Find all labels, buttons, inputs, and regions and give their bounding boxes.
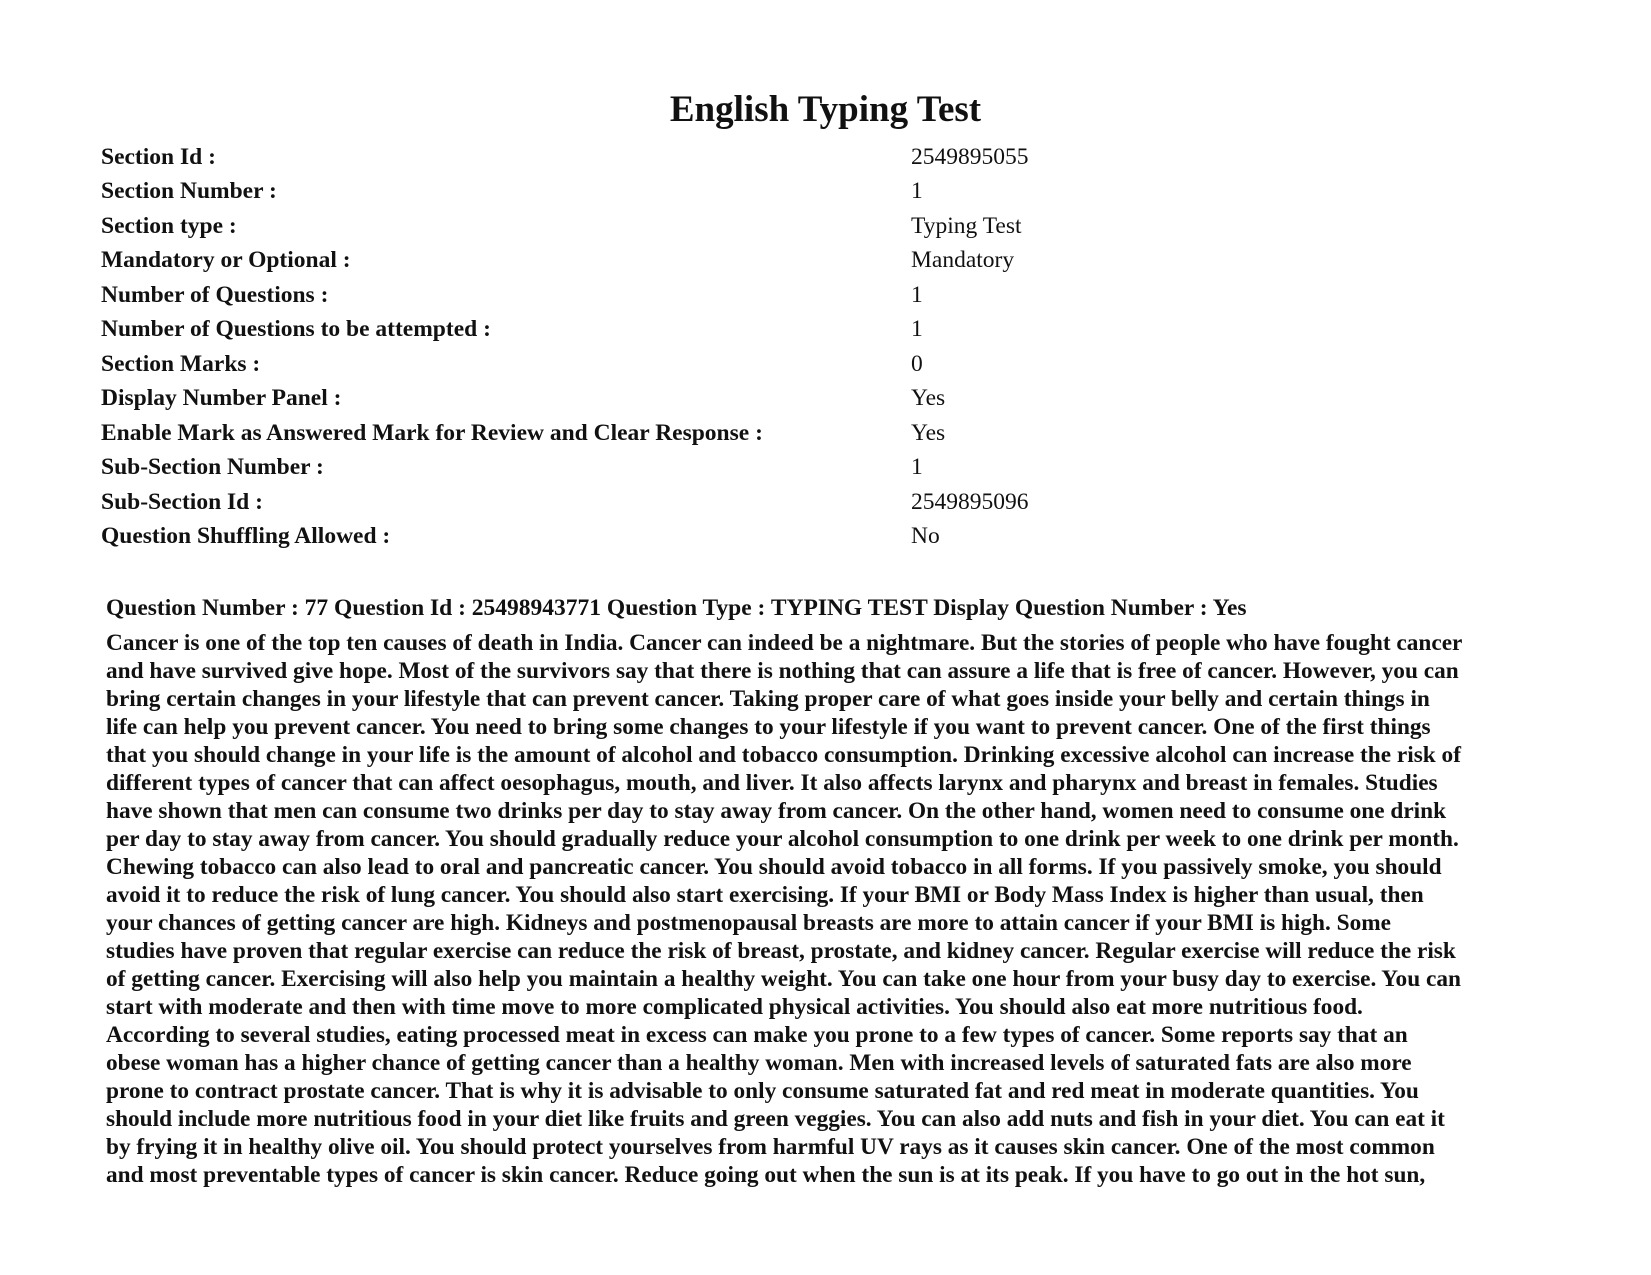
info-value: 2549895096 — [911, 488, 1029, 515]
passage-line: per day to stay away from cancer. You should gradually reduce your alcohol consumption to one drink per week to one drink per month. — [106, 826, 1459, 852]
info-value: 2549895055 — [911, 143, 1029, 170]
info-row-number-of-questions — [101, 278, 1101, 313]
passage-line: should include more nutritious food in your diet like fruits and green veggies. You can also add nuts and fish in your diet. You can eat it — [106, 1106, 1445, 1132]
info-row-question-shuffling — [101, 520, 1101, 555]
info-label: Section Marks : — [101, 350, 261, 377]
info-label: Section type : — [101, 212, 237, 239]
passage-line: Cancer is one of the top ten causes of death in India. Cancer can indeed be a nightmare. But the stories of people who have fought cancer — [106, 630, 1463, 656]
passage-line: life can help you prevent cancer. You need to bring some changes to your lifestyle if you want to prevent cancer. One of the first things — [106, 714, 1431, 740]
info-row-sub-section-id — [101, 485, 1101, 520]
info-row-section-type — [101, 209, 1101, 244]
page-title: English Typing Test — [669, 89, 982, 130]
info-label: Section Id : — [101, 143, 216, 170]
info-label: Enable Mark as Answered Mark for Review and Clear Response : — [101, 419, 763, 446]
info-value: 1 — [911, 316, 923, 343]
passage-line: studies have proven that regular exercise can reduce the risk of breast, prostate, and kidney cancer. Regular exercise will reduce the risk — [106, 938, 1456, 964]
passage-line: have shown that men can consume two drinks per day to stay away from cancer. On the other hand, women need to consume one drink — [106, 798, 1447, 824]
info-label: Sub-Section Id : — [101, 488, 263, 515]
info-row-enable-mark-as-answered — [101, 416, 1101, 451]
passage-line: and most preventable types of cancer is skin cancer. Reduce going out when the sun is at its peak. If you have to go out in the hot sun, — [106, 1162, 1426, 1188]
info-value: 0 — [911, 350, 923, 377]
section-info-table — [101, 140, 1101, 554]
passage-line: Chewing tobacco can also lead to oral and pancreatic cancer. You should avoid tobacco in all forms. If you passively smoke, you should — [106, 854, 1442, 880]
info-row-mandatory-or-optional — [101, 244, 1101, 279]
info-value: 1 — [911, 281, 923, 308]
info-row-section-number — [101, 175, 1101, 210]
info-label: Question Shuffling Allowed : — [101, 523, 391, 550]
passage-line: bring certain changes in your lifestyle that can prevent cancer. Taking proper care of what goes inside your belly and certain things in — [106, 686, 1430, 712]
info-value: No — [911, 523, 940, 550]
info-value: Yes — [911, 419, 946, 446]
info-label: Number of Questions to be attempted : — [101, 316, 491, 343]
info-value: 1 — [911, 178, 923, 205]
info-value: Mandatory — [911, 247, 1015, 274]
passage-line: and have survived give hope. Most of the survivors say that there is nothing that can assure a life that is free of cancer. However, you can — [106, 658, 1459, 684]
info-label: Section Number : — [101, 178, 277, 205]
info-value: Yes — [911, 385, 946, 412]
info-label: Mandatory or Optional : — [101, 247, 351, 274]
passage-line: obese woman has a higher chance of getting cancer than a healthy woman. Men with increased levels of saturated fats are also more — [106, 1050, 1412, 1076]
passage-line: different types of cancer that can affect oesophagus, mouth, and liver. It also affects larynx and pharynx and breast in females. Studies — [106, 770, 1438, 796]
passage-line: start with moderate and then with time move to more complicated physical activities. You should also eat more nutritious food. — [106, 994, 1363, 1020]
passage-line: According to several studies, eating processed meat in excess can make you prone to a few types of cancer. Some reports say that an — [106, 1022, 1408, 1048]
info-row-sub-section-number — [101, 451, 1101, 486]
typing-passage — [106, 629, 1576, 1189]
passage-line: prone to contract prostate cancer. That is why it is advisable to only consume saturated fat and red meat in moderate quantities. You — [106, 1078, 1419, 1104]
passage-line: your chances of getting cancer are high. Kidneys and postmenopausal breasts are more to attain cancer if your BMI is high. Some — [106, 910, 1392, 936]
info-label: Display Number Panel : — [101, 385, 342, 412]
passage-line: avoid it to reduce the risk of lung cancer. You should also start exercising. If your BMI or Body Mass Index is higher than usual, then — [106, 882, 1424, 908]
info-row-section-marks — [101, 347, 1101, 382]
info-value: 1 — [911, 454, 923, 481]
info-label: Sub-Section Number : — [101, 454, 324, 481]
question-header: Question Number : 77 Question Id : 25498943771 Question Type : TYPING TEST Display Question Number : Yes — [106, 595, 1247, 621]
passage-line: of getting cancer. Exercising will also help you maintain a healthy weight. You can take one hour from your busy day to exercise. You can — [106, 966, 1461, 992]
passage-line: that you should change in your life is the amount of alcohol and tobacco consumption. Drinking excessive alcohol can increase the risk of — [106, 742, 1461, 768]
info-label: Number of Questions : — [101, 281, 329, 308]
passage-line: by frying it in healthy olive oil. You should protect yourselves from harmful UV rays as it causes skin cancer. One of the most common — [106, 1134, 1435, 1160]
info-row-section-id — [101, 140, 1101, 175]
info-row-questions-to-attempt — [101, 313, 1101, 348]
info-value: Typing Test — [911, 212, 1022, 239]
info-row-display-number-panel — [101, 382, 1101, 417]
